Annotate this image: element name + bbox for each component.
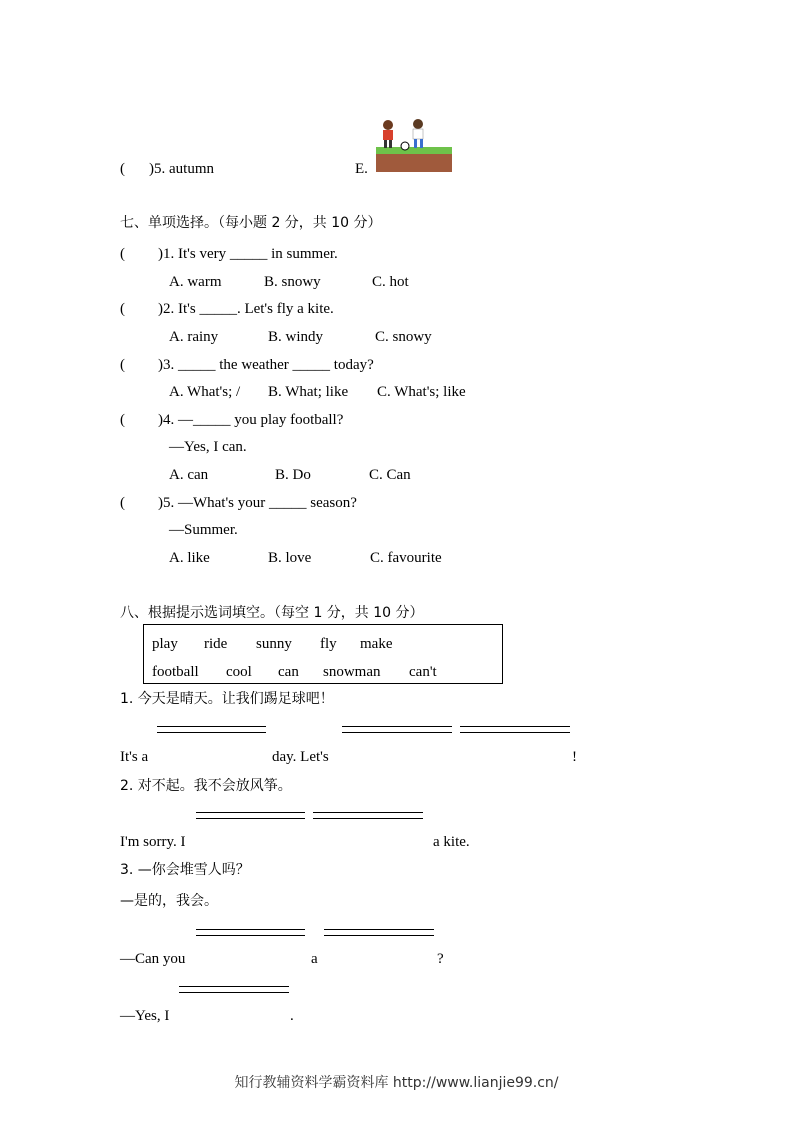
option-a: A. can (169, 467, 209, 483)
question-stem: )5. —What's your _____ season? (158, 495, 357, 511)
sentence-text: a (311, 951, 318, 967)
sentence-text: I'm sorry. I (120, 834, 186, 850)
option-b: B. love (268, 550, 312, 566)
option-a: A. warm (169, 274, 222, 290)
chinese-prompt: —是的，我会。 (120, 893, 218, 909)
chinese-prompt: 2. 对不起。我不会放风筝。 (120, 778, 292, 794)
word-bank-word: snowman (323, 664, 381, 680)
option-a: A. rainy (169, 329, 219, 345)
dialogue-reply: —Yes, I can. (169, 439, 247, 455)
sentence-text: a kite. (433, 834, 470, 850)
footer-watermark: 知行教辅资料学霸资料库 http://www.lianjie99.cn/ (234, 1075, 559, 1091)
option-b: B. What; like (268, 384, 349, 400)
question-paren: ( (120, 495, 125, 511)
option-b: B. windy (268, 329, 324, 345)
word-bank-word: can (278, 664, 299, 680)
sentence-text: ? (437, 951, 444, 967)
question-paren: ( (120, 161, 125, 177)
question-paren: ( (120, 357, 125, 373)
answer-blank[interactable] (460, 726, 570, 733)
football-players-illustration (376, 116, 453, 173)
option-a: A. What's; / (169, 384, 241, 400)
answer-blank[interactable] (179, 986, 289, 993)
match-word: )5. autumn (149, 161, 214, 177)
word-bank-word: fly (320, 636, 337, 652)
question-stem: )1. It's very _____ in summer. (158, 246, 338, 262)
option-c: C. snowy (375, 329, 432, 345)
option-c: C. Can (369, 467, 411, 483)
word-bank-word: football (152, 664, 199, 680)
question-paren: ( (120, 301, 125, 317)
dialogue-reply: —Summer. (169, 522, 238, 538)
option-a: A. like (169, 550, 210, 566)
sentence-text: It's a (120, 749, 149, 765)
answer-blank[interactable] (313, 812, 423, 819)
sentence-text: —Yes, I (120, 1008, 170, 1024)
chinese-prompt: 1. 今天是晴天。让我们踢足球吧！ (120, 691, 334, 707)
answer-blank[interactable] (324, 929, 434, 936)
word-bank-word: ride (204, 636, 228, 652)
option-c: C. What's; like (377, 384, 466, 400)
chinese-prompt: 3. —你会堆雪人吗？ (120, 862, 250, 878)
word-bank-word: play (152, 636, 178, 652)
word-bank-word: make (360, 636, 393, 652)
answer-blank[interactable] (342, 726, 452, 733)
option-letter: E. (355, 161, 368, 177)
word-bank-word: sunny (256, 636, 292, 652)
section-title: 八、根据提示选词填空。（每空 1 分，共 10 分） (120, 605, 424, 621)
question-stem: )2. It's _____. Let's fly a kite. (158, 301, 334, 317)
option-c: C. hot (372, 274, 409, 290)
word-bank-word: cool (226, 664, 252, 680)
question-stem: )4. —_____ you play football? (158, 412, 344, 428)
answer-blank[interactable] (196, 812, 305, 819)
sentence-text: . (290, 1008, 294, 1024)
sentence-text: ! (572, 749, 577, 765)
question-paren: ( (120, 412, 125, 428)
section-title: 七、单项选择。（每小题 2 分，共 10 分） (120, 215, 382, 231)
sentence-text: day. Let's (272, 749, 329, 765)
answer-blank[interactable] (157, 726, 266, 733)
sentence-text: —Can you (120, 951, 186, 967)
answer-blank[interactable] (196, 929, 305, 936)
word-bank-word: can't (409, 664, 437, 680)
option-b: B. Do (275, 467, 311, 483)
option-c: C. favourite (370, 550, 442, 566)
question-stem: )3. _____ the weather _____ today? (158, 357, 374, 373)
option-b: B. snowy (264, 274, 321, 290)
question-paren: ( (120, 246, 125, 262)
